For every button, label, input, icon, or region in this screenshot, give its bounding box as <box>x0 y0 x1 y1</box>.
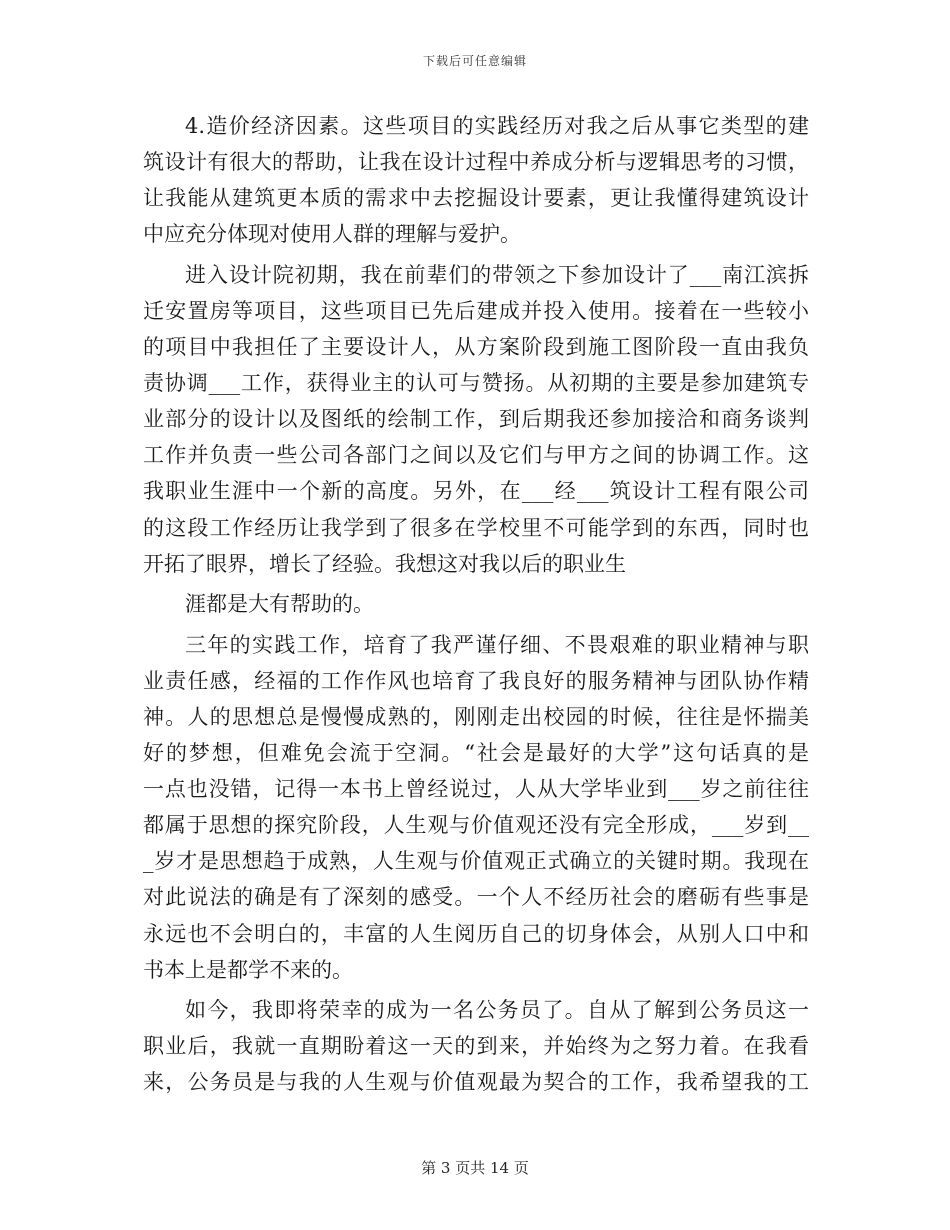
text-line: 涯都是大有帮助的。 <box>185 592 374 617</box>
text-line: 对此说法的确是有了深刻的感受。一个人不经历社会的磨砺有些事是 <box>143 885 809 910</box>
text-line: 来，公务员是与我的人生观与价值观最为契合的工作，我希望我的工 <box>143 1070 809 1095</box>
text-line: 永远也不会明白的，丰富的人生阅历自己的切身体会，从别人口中和 <box>143 921 809 946</box>
text-line: 责协调___工作，获得业主的认可与赞扬。从初期的主要是参加建筑专 <box>143 371 809 396</box>
text-line: 书本上是都学不来的。 <box>143 957 353 982</box>
text-line: 进入设计院初期，我在前辈们的带领之下参加设计了___南江滨拆 <box>185 262 809 287</box>
paragraph-2 <box>143 257 809 582</box>
text-line: 我职业生涯中一个新的高度。另外，在___经___筑设计工程有限公司 <box>143 479 809 504</box>
paragraph-1 <box>143 108 809 252</box>
text-line: 如今，我即将荣幸的成为一名公务员了。自从了解到公务员这一 <box>185 998 809 1023</box>
paragraph-3 <box>143 586 809 622</box>
text-line: 好的梦想，但难免会流于空洞。“社会是最好的大学”这句话真的是 <box>143 741 809 766</box>
document-body <box>143 108 809 1101</box>
text-line: 业部分的设计以及图纸的绘制工作，到后期我还参加接洽和商务谈判 <box>143 407 809 432</box>
text-line: 开拓了眼界，增长了经验。我想这对我以后的职业生 <box>143 551 626 576</box>
text-line: 4.造价经济因素。这些项目的实践经历对我之后从事它类型的建 <box>185 114 809 138</box>
text-line: _岁才是思想趋于成熟，人生观与价值观正式确立的关键时期。我现在 <box>143 849 809 874</box>
paragraph-5 <box>143 992 809 1100</box>
paragraph-4 <box>143 627 809 988</box>
text-line: 业责任感，经福的工作作风也培育了我良好的服务精神与团队协作精 <box>143 668 809 693</box>
page-footer: 第 3 页共 14 页 <box>421 1159 529 1177</box>
text-line: 都属于思想的探究阶段，人生观与价值观还没有完全形成，___岁到__ <box>143 813 809 838</box>
text-line: 三年的实践工作，培育了我严谨仔细、不畏艰难的职业精神与职 <box>185 632 809 657</box>
text-line: 迁安置房等项目，这些项目已先后建成并投入使用。接着在一些较小 <box>143 298 809 323</box>
text-line: 一点也没错，记得一本书上曾经说过，人从大学毕业到___岁之前往往 <box>143 777 809 802</box>
text-line: 的这段工作经历让我学到了很多在学校里不可能学到的东西，同时也 <box>143 515 809 540</box>
text-line: 工作并负责一些公司各部门之间以及它们与甲方之间的协调工作。这 <box>143 443 809 468</box>
text-line: 的项目中我担任了主要设计人，从方案阶段到施工图阶段一直由我负 <box>143 335 809 360</box>
text-line: 职业后，我就一直期盼着这一天的到来，并始终为之努力着。在我看 <box>143 1034 809 1059</box>
text-line: 中应充分体现对使用人群的理解与爱护。 <box>143 222 521 247</box>
text-line: 让我能从建筑更本质的需求中去挖掘设计要素，更让我懂得建筑设计 <box>143 186 809 211</box>
page-header: 下载后可任意编辑 <box>422 54 527 68</box>
text-line: 神。人的思想总是慢慢成熟的，刚刚走出校园的时候，往往是怀揣美 <box>143 705 809 729</box>
text-line: 筑设计有很大的帮助，让我在设计过程中养成分析与逻辑思考的习惯， <box>143 150 809 175</box>
